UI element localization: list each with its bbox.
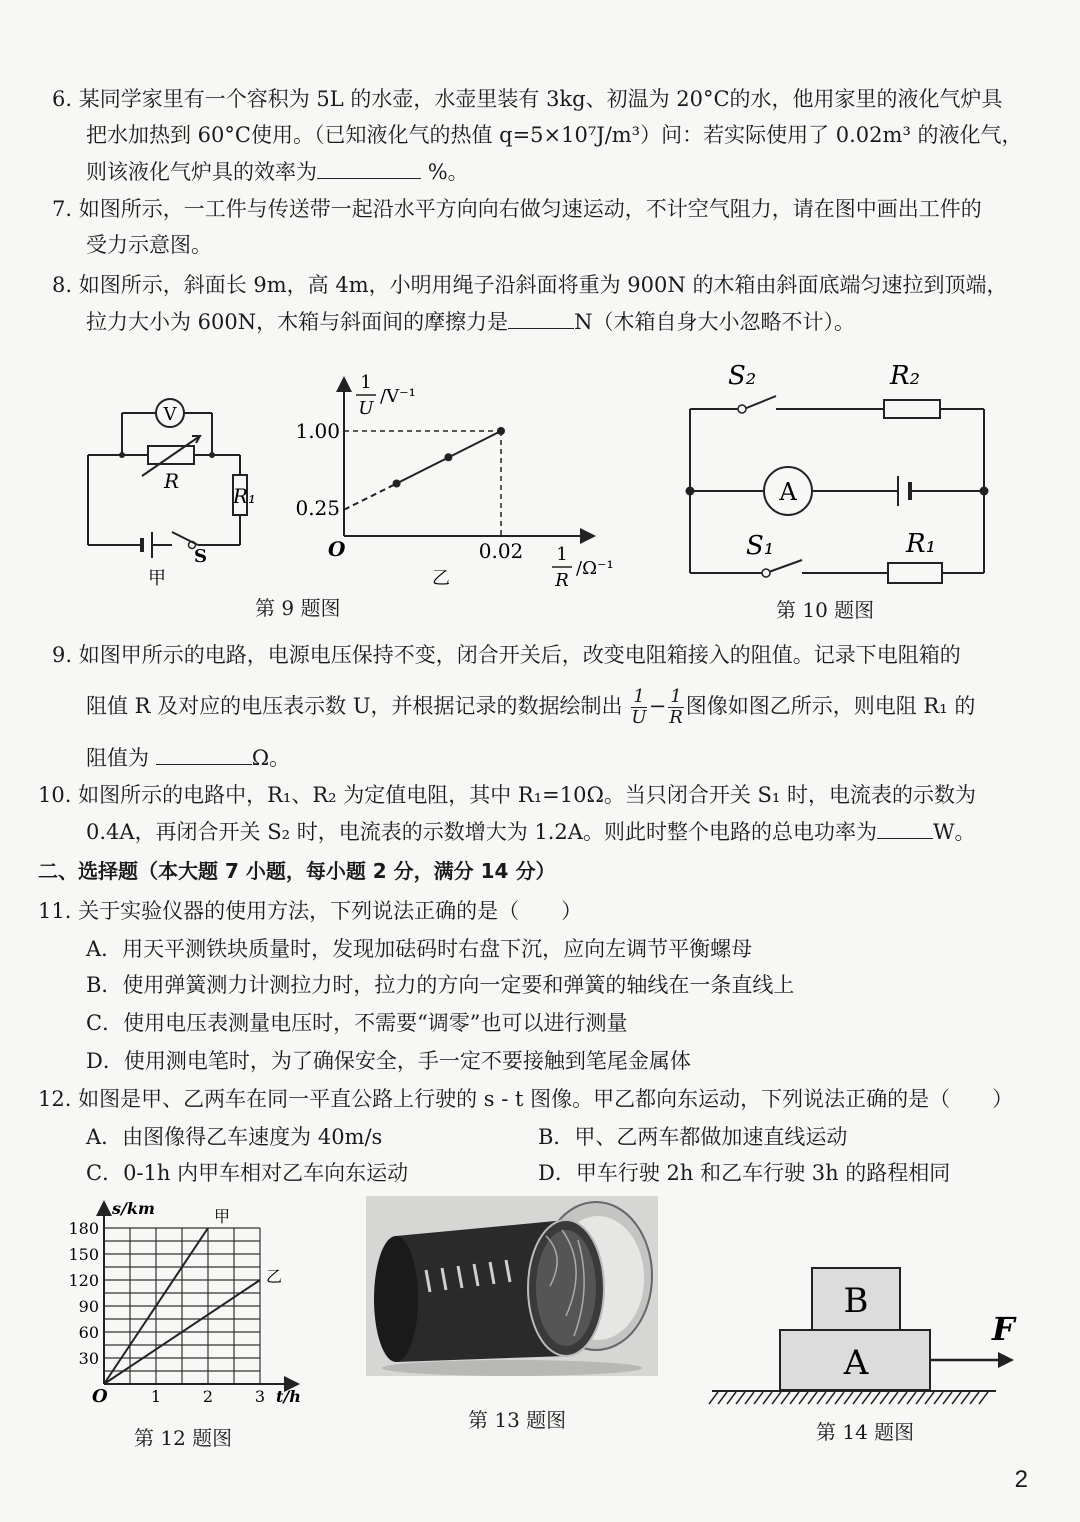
- question-number: 7.: [52, 197, 73, 221]
- fig10-circuit: [672, 356, 1002, 586]
- q9-text-b: 图像如图乙所示，则电阻 R₁ 的: [685, 694, 976, 718]
- q6-line1: [52, 84, 1003, 114]
- q9-line3: [86, 742, 290, 773]
- ground-hatch: [907, 1392, 916, 1404]
- switch-s2-icon: [744, 396, 776, 409]
- ground-hatch: [790, 1392, 799, 1404]
- fig13-photo: [366, 1196, 658, 1376]
- q12-stem: [38, 1084, 1013, 1114]
- ground-hatch: [745, 1392, 754, 1404]
- q10-line2: [86, 816, 976, 847]
- q10-text-b: W。: [932, 820, 976, 844]
- q12-option-a[interactable]: A．由图像得乙车速度为 40m/s: [86, 1125, 383, 1149]
- q6-text-a: 则该液化气炉具的效率为: [86, 160, 317, 184]
- ground-hatch: [835, 1392, 844, 1404]
- ground-hatch: [880, 1392, 889, 1404]
- switch-s1-icon: [766, 560, 802, 573]
- ground-hatch: [979, 1392, 988, 1404]
- fig9-circuit: [80, 380, 260, 590]
- s2-label: S₂: [728, 361, 757, 391]
- ground-hatch: [736, 1392, 745, 1404]
- q11-option-c[interactable]: C．使用电压表测量电压时，不需要“调零”也可以进行测量: [86, 1011, 628, 1035]
- q9-text: 如图甲所示的电路，电源电压保持不变，闭合开关后，改变电阻箱接入的阻值。记录下电阻箱的: [78, 643, 961, 667]
- question-number: 10.: [38, 783, 72, 807]
- q9-text-a: 阻值为: [86, 746, 149, 770]
- ground-hatch: [952, 1392, 961, 1404]
- fig10-caption: 第 10 题图: [776, 598, 875, 622]
- xtick-label: 2: [202, 1387, 214, 1406]
- ytick-mid: 0.25: [295, 496, 340, 520]
- resistor-r2-icon: [884, 400, 940, 418]
- q11-option-b[interactable]: B．使用弹簧测力计测拉力时，拉力的方向一定要和弹簧的轴线在一条直线上: [86, 973, 795, 997]
- answer-blank[interactable]: [317, 156, 421, 179]
- ground-hatch: [709, 1392, 718, 1404]
- data-line-extrapolated: [344, 484, 397, 510]
- ground-hatch: [808, 1392, 817, 1404]
- voltmeter-label: V: [163, 404, 177, 425]
- fig9-caption: 第 9 题图: [255, 596, 341, 620]
- q9-text-b: Ω。: [251, 746, 291, 770]
- page-number: 2: [1014, 1466, 1028, 1493]
- force-label: F: [992, 1310, 1015, 1348]
- q7-line2: 受力示意图。: [86, 233, 212, 257]
- fig13-caption: 第 13 题图: [468, 1408, 567, 1432]
- ytick-label: 90: [78, 1297, 99, 1316]
- ylabel-num: 1: [360, 372, 372, 393]
- question-number: 12.: [38, 1087, 72, 1111]
- q8-line2: [86, 306, 855, 337]
- xtick-label: 1: [150, 1387, 162, 1406]
- origin-label: O: [328, 537, 346, 561]
- ground-hatch: [799, 1392, 808, 1404]
- fig14-caption: 第 14 题图: [816, 1420, 915, 1444]
- ytick-top: 1.00: [295, 419, 340, 443]
- answer-blank[interactable]: [877, 816, 933, 839]
- ytick-label: 120: [68, 1271, 99, 1290]
- q12-option-c[interactable]: C．0-1h 内甲车相对乙车向东运动: [86, 1161, 409, 1185]
- q7-line1: [52, 194, 982, 224]
- data-point: [393, 480, 401, 488]
- ytick-label: 180: [68, 1219, 99, 1238]
- ground-hatch: [781, 1392, 790, 1404]
- ground-hatch: [763, 1392, 772, 1404]
- origin-label: O: [92, 1386, 108, 1407]
- question-number: 8.: [52, 273, 73, 297]
- ground-hatch: [898, 1392, 907, 1404]
- q7-text: 如图所示，一工件与传送带一起沿水平方向向右做匀速运动，不计空气阻力，请在图中画出工件的: [78, 197, 982, 221]
- arrow-head-icon: [998, 1352, 1014, 1368]
- fig-label-yi: 乙: [432, 568, 450, 589]
- q6-line3: [86, 156, 469, 187]
- xtick-label: 3: [254, 1387, 266, 1406]
- series-label-1: 乙: [266, 1267, 283, 1286]
- fig14-diagram: [706, 1260, 1036, 1420]
- q9-line2: [86, 684, 975, 728]
- rheostat-label: R: [164, 469, 180, 493]
- ground-hatch: [727, 1392, 736, 1404]
- xlabel-den: R: [555, 570, 569, 591]
- q11-text: 关于实验仪器的使用方法，下列说法正确的是（ ）: [78, 899, 583, 923]
- q8-text-a: 拉力大小为 600N，木箱与斜面间的摩擦力是: [86, 310, 509, 334]
- block-a-label: A: [843, 1343, 869, 1383]
- ytick-label: 60: [78, 1323, 99, 1342]
- q8-text-b: N（木箱自身大小忽略不计）。: [574, 310, 856, 334]
- fig12-caption: 第 12 题图: [134, 1426, 233, 1450]
- fraction-1-over-u: $\frac{1}{U}$: [631, 686, 647, 728]
- xlabel-unit: /Ω⁻¹: [576, 558, 614, 579]
- ground-hatch: [862, 1392, 871, 1404]
- ground-hatch: [889, 1392, 898, 1404]
- question-number: 6.: [52, 87, 73, 111]
- ground-hatch: [817, 1392, 826, 1404]
- ammeter-label: A: [779, 478, 797, 506]
- ground-hatch: [844, 1392, 853, 1404]
- ground-hatch: [718, 1392, 727, 1404]
- r2-label: R₂: [890, 361, 920, 391]
- ylabel-den: U: [358, 398, 374, 419]
- r1-label: R₁: [906, 529, 936, 559]
- ground-hatch: [916, 1392, 925, 1404]
- ground-hatch: [934, 1392, 943, 1404]
- answer-blank[interactable]: [156, 742, 252, 765]
- block-b-label: B: [843, 1281, 869, 1321]
- q9-line1: [52, 640, 961, 670]
- ground-hatch: [772, 1392, 781, 1404]
- fig-label-jia: 甲: [148, 568, 166, 589]
- ground-hatch: [754, 1392, 763, 1404]
- section-heading: 二、选择题（本大题 7 小题，每小题 2 分，满分 14 分）: [38, 859, 556, 883]
- ground-hatch: [943, 1392, 952, 1404]
- ground-hatch: [970, 1392, 979, 1404]
- data-point: [444, 453, 452, 461]
- question-number: 9.: [52, 643, 73, 667]
- q6-text: 某同学家里有一个容积为 5L 的水壶，水壶里装有 3kg、初温为 20°C的水，他用家里的液化气炉具: [78, 87, 1003, 111]
- xtick: 0.02: [478, 539, 524, 563]
- ground-hatch: [871, 1392, 880, 1404]
- series-label-0: 甲: [214, 1207, 231, 1226]
- ground-hatch: [853, 1392, 862, 1404]
- ground-hatch: [826, 1392, 835, 1404]
- ytick-label: 150: [68, 1245, 99, 1264]
- q12-text: 如图是甲、乙两车在同一平直公路上行驶的 s - t 图像。甲乙都向东运动，下列说法正确的是（ ）: [78, 1087, 1014, 1111]
- q11-stem: [38, 896, 582, 926]
- q10-text: 如图所示的电路中，R₁、R₂ 为定值电阻，其中 R₁=10Ω。当只闭合开关 S₁ 时，电流表的示数为: [78, 783, 977, 807]
- xlabel-num: 1: [556, 544, 568, 565]
- ground-hatch: [961, 1392, 970, 1404]
- q11-option-d[interactable]: D．使用测电笔时，为了确保安全，手一定不要接触到笔尾金属体: [86, 1049, 691, 1073]
- q10-line1: [38, 780, 976, 810]
- q6-text-b: %。: [427, 160, 469, 184]
- q6-line2: 把水加热到 60°C使用。（已知液化气的热值 q=5×10⁷J/m³）问：若实际使用了 0.02m³ 的液化气，: [86, 123, 1023, 147]
- q12-option-d[interactable]: D．甲车行驶 2h 和乙车行驶 3h 的路程相同: [538, 1161, 951, 1185]
- switch-label: S: [194, 546, 207, 567]
- ylabel-unit: /V⁻¹: [380, 386, 416, 407]
- s1-label: S₁: [746, 531, 775, 561]
- q8-line1: [52, 270, 1007, 300]
- q12-option-b[interactable]: B．甲、乙两车都做加速直线运动: [538, 1125, 848, 1149]
- fig9-graph: [292, 368, 622, 598]
- resistor-r1-icon: [888, 563, 942, 583]
- answer-blank[interactable]: [508, 306, 574, 329]
- xlabel: t/h: [276, 1387, 301, 1406]
- dash: −: [648, 694, 667, 718]
- q11-option-a[interactable]: A．用天平测铁块质量时，发现加砝码时右盘下沉，应向左调节平衡螺母: [86, 937, 753, 961]
- fig12-graph: [60, 1196, 320, 1416]
- question-number: 11.: [38, 899, 72, 923]
- ground-hatch: [925, 1392, 934, 1404]
- data-point: [497, 427, 505, 435]
- fraction-1-over-r: $\frac{1}{R}$: [669, 686, 683, 728]
- resistor-label: R₁: [232, 484, 256, 508]
- ytick-label: 30: [78, 1349, 99, 1368]
- ylabel: s/km: [112, 1199, 155, 1218]
- q8-text: 如图所示，斜面长 9m，高 4m，小明用绳子沿斜面将重为 900N 的木箱由斜面底端匀速拉到顶端，: [78, 273, 1008, 297]
- q10-text-a: 0.4A，再闭合开关 S₂ 时，电流表的示数增大为 1.2A。则此时整个电路的总电功率为: [86, 820, 877, 844]
- q9-text-a: 阻值 R 及对应的电压表示数 U，并根据记录的数据绘制出: [86, 694, 623, 718]
